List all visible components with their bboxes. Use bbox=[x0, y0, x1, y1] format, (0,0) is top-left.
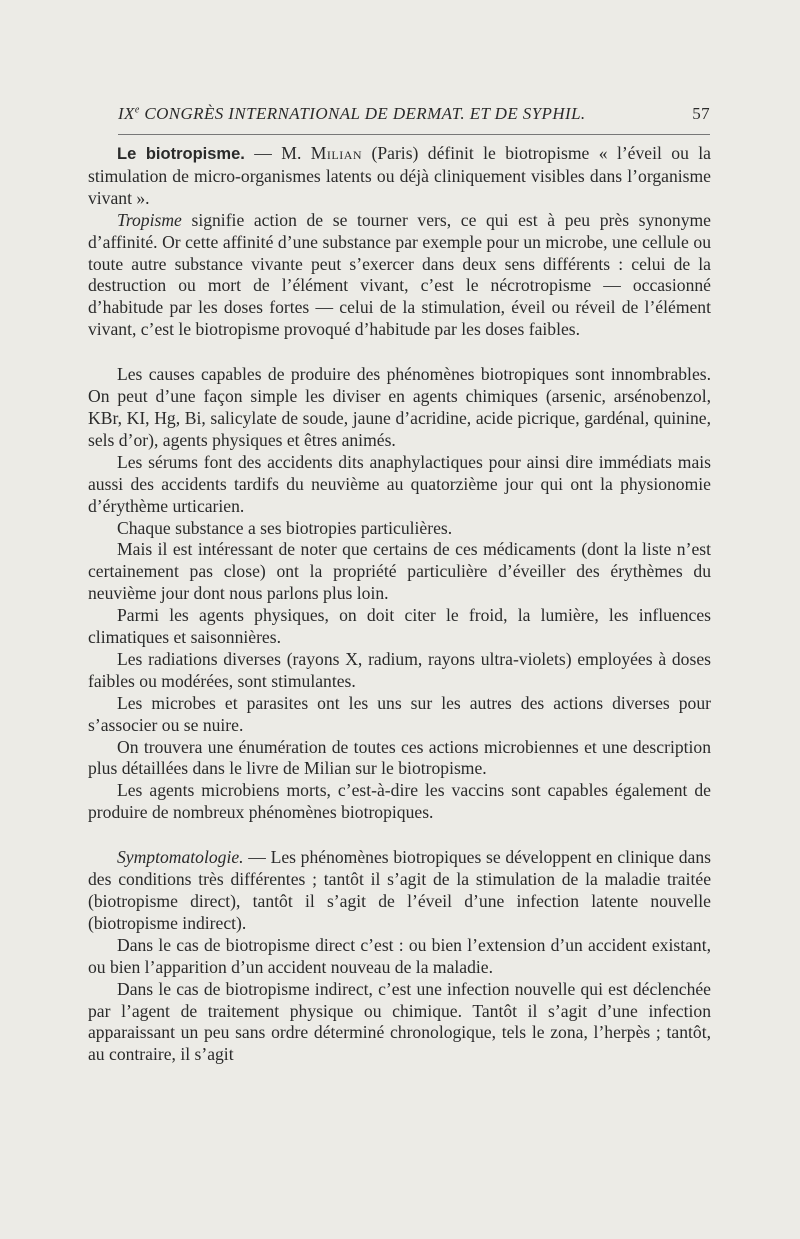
author-name: Milian bbox=[310, 143, 363, 163]
article-body bbox=[88, 143, 711, 1066]
paragraph-7: Parmi les agents physiques, on doit citer le froid, la lumière, les influences climatiques et saisonnières. bbox=[88, 605, 711, 648]
section-heading: Le biotropisme. bbox=[117, 145, 245, 163]
paragraph-11: Les agents microbiens morts, c’est-à-dire les vaccins sont capables également de produire de nombreux phénomènes biotropiques. bbox=[88, 780, 711, 823]
header-title: CONGRÈS INTERNATIONAL DE DERMAT. ET DE SYPHIL. bbox=[139, 104, 586, 123]
paragraph-14: Dans le cas de biotropisme indirect, c’est une infection nouvelle qui est déclenchée par l’agent de traitement physique ou chimique. Tantôt il s’agit d’une infection apparaissant un peu sans ordre déterminé chronologique, tels le zona, l’herpès ; tantôt, au contraire, il s’agit bbox=[88, 978, 711, 1065]
header-superscript: e bbox=[134, 104, 140, 116]
paragraph-12-text: — Les phénomènes biotropiques se développent en clinique dans des conditions très différentes ; tantôt il s’agit de la stimulation de la maladie traitée (biotropisme direct), tantôt il s’agit de l’éveil d’une infection latente nouvelle (biotropisme indirect). bbox=[88, 847, 711, 933]
running-header bbox=[118, 104, 710, 124]
section-term-symptomatologie: Symptomatologie. bbox=[117, 847, 244, 868]
paragraph-10: On trouvera une énumération de toutes ces actions microbiennes et une description plus détaillées dans le livre de Milian sur le biotropisme. bbox=[88, 736, 711, 779]
paragraph-12 bbox=[88, 847, 711, 935]
paragraph-1-text: (Paris) définit le biotropisme « l’éveil ou la stimulation de micro-organismes latents ou déjà cliniquement visibles dans l’organisme vivant ». bbox=[88, 143, 711, 208]
paragraph-2 bbox=[88, 210, 711, 341]
page-number: 57 bbox=[692, 104, 710, 123]
header-rule bbox=[118, 134, 710, 135]
paragraph-13: Dans le cas de biotropisme direct c’est : ou bien l’extension d’un accident existant, ou bien l’apparition d’un accident nouveau de la maladie. bbox=[88, 934, 711, 977]
paragraph-1 bbox=[88, 143, 711, 210]
heading-dash: — M. bbox=[244, 143, 311, 163]
paragraph-3: Les causes capables de produire des phénomènes biotropiques sont innombrables. On peut d’une façon simple les diviser en agents chimiques (arsenic, arsénobenzol, KBr, KI, Hg, Bi, salicylate de soude, jaune d’acridine, acide picrique, gardénal, quinine, sels d’or), agents physiques et êtres animés. bbox=[88, 364, 711, 450]
paragraph-5: Chaque substance a ses biotropies particulières. bbox=[117, 517, 453, 538]
paragraph-6: Mais il est intéressant de noter que certains de ces médicaments (dont la liste n’est certainement pas close) ont la propriété particulière d’éveiller des érythèmes du neuvième jour dont nous parlons plus loin. bbox=[88, 539, 711, 604]
paragraph-8: Les radiations diverses (rayons X, radium, rayons ultra-violets) employées à doses faibles ou modérées, sont stimulantes. bbox=[88, 648, 711, 691]
italic-term: Tropisme bbox=[117, 209, 182, 230]
header-roman-numeral: IX bbox=[118, 104, 135, 123]
paragraph-4: Les sérums font des accidents dits anaphylactiques pour ainsi dire immédiats mais aussi des accidents tardifs du neuvième au quatorzième jour qui ont la physionomie d’érythème urticarien. bbox=[88, 451, 711, 516]
paragraph-2-text: signifie action de se tourner vers, ce qui est à peu près synonyme d’affinité. Or cette affinité d’une substance par exemple pour un microbe, une cellule ou toute autre substance vivante peut s’exercer dans deux sens différents : celui de la destruction ou mort de l’élément vivant, c’est le nécrotropisme — occasionné d’habitude par les doses fortes — celui de la stimulation, éveil ou réveil de l’élément vivant, c’est le biotropisme provoqué d’habitude par les doses faibles. bbox=[88, 209, 711, 340]
paragraph-9: Les microbes et parasites ont les uns sur les autres des actions diverses pour s’associer ou se nuire. bbox=[88, 692, 711, 735]
